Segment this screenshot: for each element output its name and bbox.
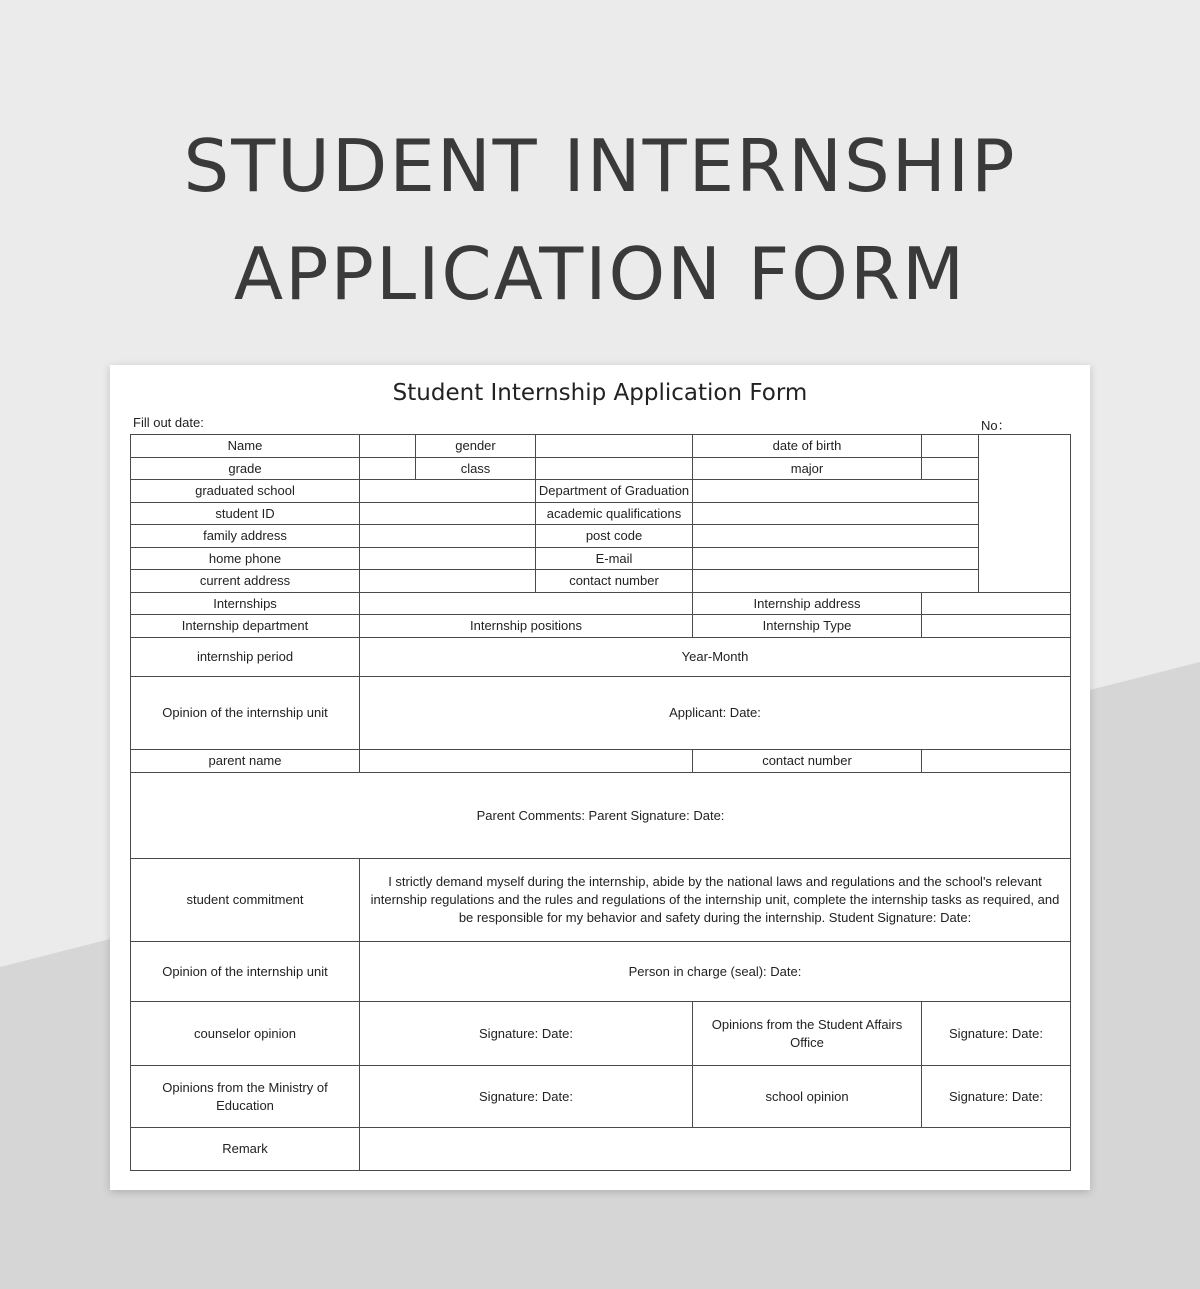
gender-field[interactable]: [536, 435, 693, 458]
email-field[interactable]: [693, 548, 979, 570]
hero-title-line-2: APPLICATION FORM: [233, 232, 967, 316]
table-row: [131, 677, 1071, 750]
name-label: Name: [131, 435, 360, 458]
name-field[interactable]: [360, 435, 416, 458]
department-of-graduation-field[interactable]: [693, 480, 979, 503]
current-address-field[interactable]: [360, 570, 536, 593]
current-address-label: current address: [131, 570, 360, 593]
internship-positions-label: Internship positions: [360, 615, 693, 638]
home-phone-field[interactable]: [360, 548, 536, 570]
family-address-label: family address: [131, 525, 360, 548]
graduated-school-label: graduated school: [131, 480, 360, 503]
major-label: major: [693, 458, 922, 480]
counselor-signature-field[interactable]: Signature: Date:: [360, 1002, 693, 1066]
table-row: [131, 773, 1071, 859]
applicant-date-field[interactable]: Applicant: Date:: [360, 677, 1071, 750]
table-row: [131, 1066, 1071, 1128]
internship-department-label: Internship department: [131, 615, 360, 638]
table-row: [131, 593, 1071, 615]
table-row: [131, 1128, 1071, 1171]
ministry-of-education-label: Opinions from the Ministry of Education: [131, 1066, 360, 1128]
year-month-field[interactable]: Year-Month: [360, 638, 1071, 677]
photo-box[interactable]: [979, 435, 1071, 593]
remark-field[interactable]: [360, 1128, 1071, 1171]
internship-address-label: Internship address: [693, 593, 922, 615]
internship-address-field[interactable]: [922, 593, 1071, 615]
student-affairs-office-label: Opinions from the Student Affairs Office: [693, 1002, 922, 1066]
major-field[interactable]: [922, 458, 979, 480]
post-code-field[interactable]: [693, 525, 979, 548]
table-row: [131, 750, 1071, 773]
parent-comments-field[interactable]: Parent Comments: Parent Signature: Date:: [131, 773, 1071, 859]
student-commitment-label: student commitment: [131, 859, 360, 942]
date-of-birth-field[interactable]: [922, 435, 979, 458]
commitment-text: I strictly demand myself during the internship, abide by the national laws and regulations and the school's relevant internship regulations and the rules and regulations of the internship unit, complete the internship tasks as required, and be responsible for my behavior and safety during the internship. Student Signature: Date:: [360, 859, 1071, 942]
parent-contact-number-field[interactable]: [922, 750, 1071, 773]
hero-title-line-1: STUDENT INTERNSHIP: [183, 124, 1017, 208]
table-row: [131, 570, 1071, 593]
application-form-table: [130, 434, 1071, 1171]
grade-field[interactable]: [360, 458, 416, 480]
table-row: [131, 435, 1071, 458]
table-row: [131, 615, 1071, 638]
department-of-graduation-label: Department of Graduation: [536, 480, 693, 503]
gender-label: gender: [416, 435, 536, 458]
student-id-field[interactable]: [360, 503, 536, 525]
person-in-charge-field[interactable]: Person in charge (seal): Date:: [360, 942, 1071, 1002]
contact-number-field[interactable]: [693, 570, 979, 593]
fill-out-date-label: Fill out date:: [133, 415, 204, 430]
form-title: Student Internship Application Form: [392, 380, 808, 406]
parent-name-field[interactable]: [360, 750, 693, 773]
academic-qualifications-field[interactable]: [693, 503, 979, 525]
counselor-opinion-label: counselor opinion: [131, 1002, 360, 1066]
school-opinion-label: school opinion: [693, 1066, 922, 1128]
internships-label: Internships: [131, 593, 360, 615]
family-address-field[interactable]: [360, 525, 536, 548]
table-row: [131, 548, 1071, 570]
class-field[interactable]: [536, 458, 693, 480]
table-row: [131, 458, 1071, 480]
table-row: [131, 525, 1071, 548]
school-signature-field[interactable]: Signature: Date:: [922, 1066, 1071, 1128]
email-label: E-mail: [536, 548, 693, 570]
home-phone-label: home phone: [131, 548, 360, 570]
table-row: [131, 480, 1071, 503]
hero-title: [0, 112, 1200, 328]
date-of-birth-label: date of birth: [693, 435, 922, 458]
contact-number-label: contact number: [536, 570, 693, 593]
table-row: [131, 503, 1071, 525]
graduated-school-field[interactable]: [360, 480, 536, 503]
internship-type-label: Internship Type: [693, 615, 922, 638]
table-row: [131, 859, 1071, 942]
internships-field[interactable]: [360, 593, 693, 615]
number-label: No：: [981, 418, 1011, 433]
student-affairs-signature-field[interactable]: Signature: Date:: [922, 1002, 1071, 1066]
internship-period-label: internship period: [131, 638, 360, 677]
opinion-internship-unit-label-2: Opinion of the internship unit: [131, 942, 360, 1002]
academic-qualifications-label: academic qualifications: [536, 503, 693, 525]
student-id-label: student ID: [131, 503, 360, 525]
parent-name-label: parent name: [131, 750, 360, 773]
ministry-signature-field[interactable]: Signature: Date:: [360, 1066, 693, 1128]
class-label: class: [416, 458, 536, 480]
grade-label: grade: [131, 458, 360, 480]
table-row: [131, 1002, 1071, 1066]
opinion-internship-unit-label: Opinion of the internship unit: [131, 677, 360, 750]
post-code-label: post code: [536, 525, 693, 548]
internship-type-field[interactable]: [922, 615, 1071, 638]
remark-label: Remark: [131, 1128, 360, 1171]
parent-contact-number-label: contact number: [693, 750, 922, 773]
table-row: [131, 638, 1071, 677]
table-row: [131, 942, 1071, 1002]
